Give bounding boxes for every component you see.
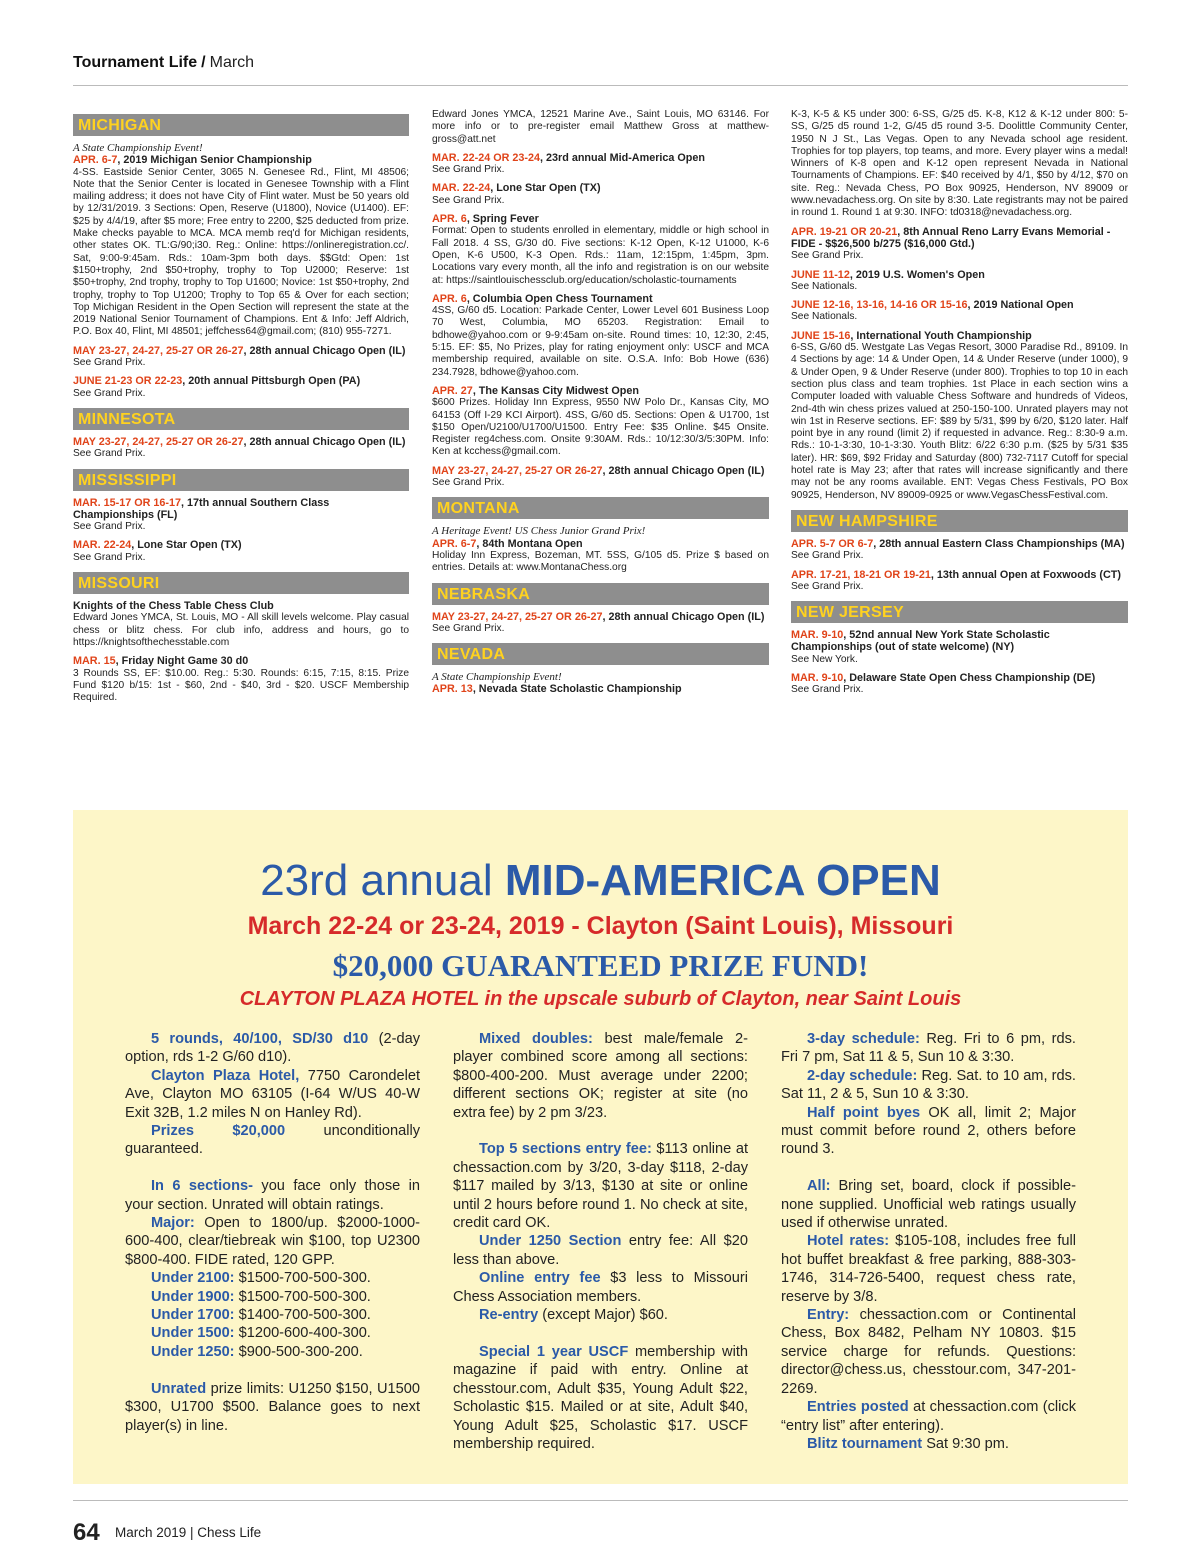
event-title xyxy=(791,269,1128,281)
ad-keyword: Under 2100: xyxy=(151,1270,235,1287)
paragraph-spacer xyxy=(453,1324,748,1342)
event-tag: A State Championship Event! xyxy=(432,671,562,684)
ad-keyword: Mixed doubles: xyxy=(479,1031,593,1047)
event-listing xyxy=(432,152,769,177)
state-heading: NEW JERSEY xyxy=(791,599,1128,623)
event-name: , Nevada State Scholastic Championship xyxy=(472,683,682,696)
event-title xyxy=(73,375,409,387)
ad-dates: March 22-24 or 23-24, 2019 - Clayton (Saint Louis), Missouri xyxy=(247,912,954,940)
state-heading: NEW HAMPSHIRE xyxy=(791,508,1128,532)
ad-keyword: Hotel rates: xyxy=(807,1233,890,1250)
event-date: JUNE 11-12 xyxy=(791,268,850,281)
ad-paragraph xyxy=(781,1067,1076,1104)
ad-keyword: Half point byes xyxy=(807,1104,921,1121)
ad-text: $1200-600-400-300. xyxy=(234,1325,371,1342)
ad-text: 7750 Carondelet Ave, Clayton MO 63105 (I-64 W/US 40-W Exit 32B, 1.2 miles N on Hanley Rd). xyxy=(125,1067,421,1121)
ad-paragraph xyxy=(125,1177,420,1214)
event-title xyxy=(73,655,409,667)
paragraph-spacer xyxy=(453,1122,748,1140)
event-name: , 28th annual Chicago Open (IL) xyxy=(602,464,765,477)
event-listing xyxy=(432,213,769,287)
ad-title: 23rd annual MID-AMERICA OPEN xyxy=(260,856,941,905)
ad-text: chessaction.com or Continental Chess, Box 8482, Pelham NY 10803. $15 service charge for refunds. Questions: director@chess.us, chesstour.com, 347-201-2269. xyxy=(781,1307,1076,1397)
page-footer xyxy=(73,1500,1128,1546)
ad-text: (except Major) $60. xyxy=(538,1307,668,1324)
event-title xyxy=(432,465,769,477)
event-title xyxy=(73,436,409,448)
ad-text: $3 less to Missouri Chess Association members. xyxy=(453,1270,748,1305)
event-name: , Lone Star Open (TX) xyxy=(490,182,601,195)
state-heading: MONTANA xyxy=(432,495,769,519)
event-name: , 28th annual Eastern Class Championships (MA) xyxy=(873,537,1125,550)
event-name: , 28th annual Chicago Open (IL) xyxy=(602,610,765,623)
ad-keyword: All: xyxy=(807,1178,831,1195)
event-listing xyxy=(73,655,409,704)
ad-text: $1500-700-500-300. xyxy=(234,1270,371,1287)
ad-text: Sat 9:30 pm. xyxy=(922,1435,1009,1452)
ad-paragraph xyxy=(125,1269,420,1287)
mid-america-open-ad xyxy=(73,810,1128,1484)
event-listing xyxy=(791,299,1128,324)
ad-text: $1400-700-500-300. xyxy=(234,1307,371,1324)
event-title xyxy=(432,182,769,194)
ad-paragraph xyxy=(453,1140,748,1232)
event-reference: See Grand Prix. xyxy=(791,250,864,262)
event-listing xyxy=(791,672,1128,697)
ad-paragraph xyxy=(781,1177,1076,1232)
event-date: APR. 17-21, 18-21 OR 19-21 xyxy=(791,568,931,581)
ad-paragraph xyxy=(453,1343,748,1453)
ad-paragraph xyxy=(453,1232,748,1269)
event-reference: See Nationals. xyxy=(791,280,858,292)
event-date: JUNE 15-16 xyxy=(791,329,851,342)
ad-keyword: Top 5 sections entry fee: xyxy=(479,1141,652,1158)
ad-paragraph xyxy=(125,1343,420,1361)
ad-keyword: Blitz tournament xyxy=(807,1435,923,1452)
paragraph-spacer xyxy=(125,1361,420,1379)
ad-keyword: Under 1250 Section xyxy=(479,1233,622,1250)
ad-keyword: Prizes $20,000 xyxy=(151,1123,286,1140)
event-listing xyxy=(791,629,1128,666)
event-name: , 28th annual Chicago Open (IL) xyxy=(243,344,406,357)
event-name: , 2019 U.S. Women's Open xyxy=(849,268,985,281)
event-details: 4-SS. Eastside Senior Center, 3065 N. Genesee Rd., Flint, MI 48506; Note that the Senior Center is located in Genesee Township with a Flint mailing address; it does not have City of Flint water. Must be 50 years old by 12/31/2019. 3 Sections: Open, Reserve (U1800), Novice (U1400). EF: $25 by 4/4/19, after $5 more; Free entry to 2200, $25 deducted from prize. Make checks payable to MCA. MCA memb req'd for Michigan residents, other states OK. TL:G/90;i30. Reg.: Online: https://onlineregistration.cc/. Sat, 9:00-9:45am. Rds.: 10am-3pm both days. $$Gtd: Open: 1st $150+trophy, 2nd $50+trophy, trophy to Top U2000; Reserve: 1st $50+trophy, 2nd trophy, trophy to Top U1600; Novice: 1st $50+trophy, 2nd trophy, trophy to Top U1200; Trophy to Top 65 & Over for each section; Top Michigan Resident in the Open Section will represent the state at the 2019 National Senior Tournament of Champions. Ent & Info: Jeff Aldrich, P.O. Box 40, Flint, MI 48501; jeffchess64@gmail.com; (810) 955-7271. xyxy=(73,166,409,338)
ad-text: $105-108, includes free full hot buffet breakfast & free parking, 888-303-1746, 314-726-5400, request chess rate, reserve by 3/8. xyxy=(781,1233,1076,1305)
ad-keyword: Clayton Plaza Hotel, xyxy=(151,1067,300,1084)
paragraph-spacer xyxy=(781,1159,1076,1177)
event-reference: See Grand Prix. xyxy=(73,387,146,399)
event-listing xyxy=(432,465,769,490)
event-reference: See Grand Prix. xyxy=(432,477,505,489)
header-slash: / xyxy=(201,54,206,71)
ad-paragraph xyxy=(781,1232,1076,1306)
event-date: MAY 23-27, 24-27, 25-27 OR 26-27 xyxy=(432,464,603,477)
event-title xyxy=(73,497,409,522)
event-title xyxy=(432,293,769,305)
ad-text: membership with magazine if paid with entry. Online at chesstour.com, Adult $35, Young Adult $22, Scholastic $15. Mailed or at site, Adult $40, Young Adult $25, Scholastic $17. USCF membership required. xyxy=(453,1343,748,1452)
state-heading: MICHIGAN xyxy=(73,112,409,136)
event-date: MAR. 22-24 xyxy=(432,182,491,195)
ad-text: $113 online at chessaction.com by 3/20, 3-day $118, 2-day $117 mailed by 3/13, $130 at site or online until 2 hours before round 1. No check at site, credit card OK. xyxy=(453,1141,749,1232)
event-name: , International Youth Championship xyxy=(850,329,1032,342)
event-listing xyxy=(791,330,1128,502)
ad-keyword: Online entry fee xyxy=(479,1270,601,1287)
event-title xyxy=(73,345,409,357)
event-name: , 13th annual Open at Foxwoods (CT) xyxy=(930,568,1121,581)
header-month: March xyxy=(209,54,255,71)
state-heading: NEBRASKA xyxy=(432,581,769,605)
event-name: , 8th Annual Reno Larry Evans Memorial - FIDE - $$26,500 b/275 ($16,000 Gtd.) xyxy=(791,225,1111,250)
event-title xyxy=(432,538,769,550)
event-date: APR. 6-7 xyxy=(432,537,477,550)
event-name: , 20th annual Pittsburgh Open (PA) xyxy=(182,375,361,388)
event-date: MAY 23-27, 24-27, 25-27 OR 26-27 xyxy=(73,435,244,448)
event-listing xyxy=(791,269,1128,294)
ad-keyword: Re-entry xyxy=(479,1307,539,1324)
event-title xyxy=(791,672,1128,684)
event-name: , Columbia Open Chess Tournament xyxy=(466,292,653,305)
event-title xyxy=(432,213,769,225)
event-reference: See Grand Prix. xyxy=(73,357,146,369)
ad-keyword: In 6 sections- xyxy=(151,1178,253,1195)
ad-paragraph xyxy=(453,1306,748,1324)
event-date: JUNE 21-23 OR 22-23 xyxy=(73,375,183,388)
event-reference: See Grand Prix. xyxy=(73,551,146,563)
ad-keyword: Under 1700: xyxy=(151,1307,235,1324)
ad-paragraph xyxy=(125,1324,420,1342)
event-tag: A Heritage Event! US Chess Junior Grand Prix! xyxy=(432,525,646,538)
ad-text: Open to 1800/up. $2000-1000-600-400, clear/tiebreak win $100, top U2300 $800-400. FIDE rated, 120 GPP. xyxy=(125,1215,420,1268)
event-date: APR. 6 xyxy=(432,213,467,226)
event-details: Format: Open to students enrolled in elementary, middle or high school in Fall 2018. 4 SS, G/30 d0. Five sections: K-12 Open, K-12 U1000, K-6 Open, K-6 U500, K-3 Open. Rds.: 11am, 12:15pm, 1:45pm, 3pm. Locations vary every month, all the info and registration is on our website at: https://saintlouischessclub.org/education/scholastic-tournaments xyxy=(432,225,769,286)
continued-listing: Edward Jones YMCA, 12521 Marine Ave., Saint Louis, MO 63146. For more info or to pre-register email Matthew Gross at matthew-gross@att.net xyxy=(432,109,769,145)
ad-keyword: Unrated xyxy=(151,1380,207,1397)
event-date: MAR. 22-24 xyxy=(73,539,132,552)
ad-text: $900-500-300-200. xyxy=(234,1343,363,1360)
event-title xyxy=(432,385,769,397)
event-title xyxy=(432,611,769,623)
event-name: , 52nd annual New York State Scholastic Championships (out of state welcome) (NY) xyxy=(791,629,1050,654)
event-title xyxy=(791,569,1128,581)
event-name: , 17th annual Southern Class Championships (FL) xyxy=(73,496,330,521)
ad-text: Bring set, board, clock if possible-none supplied. Unofficial web ratings usually used if otherwise unrated. xyxy=(781,1178,1076,1232)
event-title xyxy=(791,299,1128,311)
event-details: $600 Prizes. Holiday Inn Express, 9550 NW Polo Dr., Kansas City, MO 64153 (Off I-29 KCI Airport). 4SS, G/60 d5. Sections: Open & U1700, 1st $150 Open/U2100/U1700/U1500. Entry Fee: $35 Online. $45 Onsite. Register reg4chess.com. Onsite 9:30AM. Rds.: 10/12:30/3/5:30PM. Info: Ken at kcchess@gmail.com. xyxy=(432,397,769,458)
ad-hotel-line: CLAYTON PLAZA HOTEL in the upscale suburb of Clayton, near Saint Louis xyxy=(239,988,962,1010)
event-listing xyxy=(73,142,409,339)
event-date: MAR. 9-10 xyxy=(791,671,844,684)
column-3 xyxy=(791,109,1128,703)
ad-text: Reg. Sat. to 10 am, rds. Sat 11, 2 & 5, Sun 10 & 3:30. xyxy=(781,1067,1076,1103)
ad-column-3 xyxy=(781,1030,1076,1453)
event-reference: See Grand Prix. xyxy=(73,521,146,533)
event-name: , 28th annual Chicago Open (IL) xyxy=(243,435,406,448)
event-listing xyxy=(73,497,409,534)
event-reference: See Grand Prix. xyxy=(432,194,505,206)
ad-text: OK all, limit 2; Major must commit before round 2, others before round 3. xyxy=(781,1104,1076,1158)
event-reference: See Grand Prix. xyxy=(432,622,505,634)
state-heading: MISSISSIPPI xyxy=(73,467,409,491)
event-listing xyxy=(73,375,409,400)
page-header xyxy=(73,54,1128,86)
event-date: MAR. 15-17 OR 16-17 xyxy=(73,496,182,509)
event-title xyxy=(791,226,1128,251)
event-listing xyxy=(432,293,769,379)
event-details: 3 Rounds SS, EF: $10.00. Reg.: 5:30. Rounds: 6:15, 7:15, 8:15. Prize Fund $120 b/15: 1st - $60, 2nd - $40, 3rd - $20. USCF Membership Required. xyxy=(73,667,409,704)
ad-paragraph xyxy=(453,1269,748,1306)
event-date: MAR. 22-24 OR 23-24 xyxy=(432,151,541,164)
ad-text: unconditionally guaranteed. xyxy=(125,1123,421,1158)
event-date: MAR. 15 xyxy=(73,655,116,668)
ad-paragraph xyxy=(781,1435,1076,1453)
page-number: 64 xyxy=(73,1519,100,1546)
state-heading: MINNESOTA xyxy=(73,406,409,430)
ad-keyword: Under 1900: xyxy=(151,1288,235,1305)
event-details: Edward Jones YMCA, St. Louis, MO - All skill levels welcome. Play casual chess or blitz chess. For club info, address and hours, go to https://knightsofthechesstable.com xyxy=(73,612,409,648)
event-title xyxy=(432,683,769,695)
ad-column-2 xyxy=(453,1030,748,1453)
event-tag: A State Championship Event! xyxy=(73,142,203,154)
event-title xyxy=(73,154,409,166)
event-title xyxy=(432,152,769,164)
event-listing xyxy=(791,569,1128,594)
ad-keyword: Entry: xyxy=(807,1307,850,1324)
event-details: 4SS, G/60 d5. Location: Parkade Center, Lower Level 601 Business Loop 70 West, Columbia, MO 65203. Registration: Email to bdhowe@yahoo.com or 9-9:45am on-site. Round times: 10, 12:30, 2:45, 5:15. EF: $5, No Prizes, play for rating enjoyment only: USCF and MCA membership required, available on site. O.S.A. Info: Bob Howe (636) 234.7928, bdhowe@yahoo.com. xyxy=(432,305,769,378)
ad-text: Reg. Fri to 6 pm, rds. Fri 7 pm, Sat 11 & 5, Sun 10 & 3:30. xyxy=(781,1031,1076,1066)
ad-keyword: 2-day schedule: xyxy=(807,1067,918,1084)
event-date: MAR. 9-10 xyxy=(791,629,844,642)
ad-keyword: Under 1250: xyxy=(151,1343,235,1360)
event-details: Holiday Inn Express, Bozeman, MT. 5SS, G/105 d5. Prize $ based on entries. Details at: www.MontanaChess.org xyxy=(432,549,769,574)
ad-paragraph xyxy=(125,1122,420,1159)
event-listing xyxy=(432,671,769,696)
event-listing xyxy=(432,182,769,207)
event-date: APR. 13 xyxy=(432,683,473,696)
section-title: Tournament Life xyxy=(73,54,198,71)
event-name: , 2019 National Open xyxy=(967,299,1074,312)
event-listing xyxy=(432,385,769,459)
event-date: JUNE 12-16, 13-16, 14-16 OR 15-16 xyxy=(791,299,968,312)
ad-keyword: 5 rounds, 40/100, SD/30 d10 xyxy=(151,1031,369,1047)
event-listing xyxy=(73,539,409,564)
column-2 xyxy=(432,109,769,702)
event-name: , Lone Star Open (TX) xyxy=(131,539,242,552)
ad-keyword: 3-day schedule: xyxy=(807,1031,920,1047)
event-reference: See Grand Prix. xyxy=(73,448,146,460)
event-listing xyxy=(791,538,1128,563)
event-date: MAY 23-27, 24-27, 25-27 OR 26-27 xyxy=(432,610,603,623)
ad-text: entry fee: All $20 less than above. xyxy=(453,1233,748,1268)
ad-text: you face only those in your section. Unrated will obtain ratings. xyxy=(125,1178,420,1213)
event-name: , Spring Fever xyxy=(466,213,539,226)
event-date: APR. 19-21 OR 20-21 xyxy=(791,225,898,238)
event-title xyxy=(791,538,1128,550)
ad-paragraph xyxy=(781,1104,1076,1159)
event-date: APR. 6-7 xyxy=(73,154,118,167)
ad-text: best male/female 2-player combined score among all sections: $800-400-200. Must average under 2200; different sections OK; register at site (no extra fee) by 2 pm 3/23. xyxy=(453,1031,748,1121)
ad-paragraph xyxy=(781,1030,1076,1067)
ad-prize-fund: $20,000 GUARANTEED PRIZE FUND! xyxy=(332,948,869,983)
ad-text: $1500-700-500-300. xyxy=(234,1288,371,1305)
event-date: APR. 5-7 OR 6-7 xyxy=(791,537,874,550)
event-name: , 84th Montana Open xyxy=(476,537,583,550)
ad-column-1 xyxy=(125,1030,420,1435)
ad-paragraph xyxy=(125,1288,420,1306)
event-reference: See Grand Prix. xyxy=(432,164,505,176)
event-reference: See Nationals. xyxy=(791,311,858,323)
event-details: 6-SS, G/60 d5. Westgate Las Vegas Resort, 3000 Paradise Rd., 89109. In 4 Sections by age: 14 & Under Open, 14 & Under Reserve (under 1000), 9 & Under Open, 9 & Under Reserve (under 800). Trophies to top 10 in each section plus class and team trophies. 1st Place in each section wins a Computer loaded with valuable Chess Software and hundreds of Videos, 2nd-4th win chess prizes valued at 250-150-100. Unrated players may not win 1st in Reserve sections. EF: $89 by 5/31, $99 by 6/20, $120 later. Half point bye in any round (limit 2) if requested in advance. Reg.: 8:30-9 a.m. Rds.: 10-1-3:30, 10-1-3:30. Youth Blitz: 6/22 6:30 p.m. ($25 by 5/31 $35 later). HR: $69, $92 Friday and Saturday (800) 732-7117 Cutoff for special hotel rate is May 23; after that rates will increase significantly and there may not be any rooms available. ENT: Vegas Chess Festivals, PO Box 90925, Henderson, NV 89009-0925 or www.VegasChessFestival.com. xyxy=(791,342,1128,501)
event-date: APR. 27 xyxy=(432,384,473,397)
ad-text: at chessaction.com (click “entry list” after entering). xyxy=(781,1399,1076,1434)
event-date: MAY 23-27, 24-27, 25-27 OR 26-27 xyxy=(73,344,244,357)
event-name: , Delaware State Open Chess Championship (DE) xyxy=(843,671,1096,684)
event-name: , 23rd annual Mid-America Open xyxy=(540,151,706,164)
ad-paragraph xyxy=(453,1030,748,1122)
event-reference: See New York. xyxy=(791,653,858,665)
ad-paragraph xyxy=(125,1067,420,1122)
ad-keyword: Entries posted xyxy=(807,1399,909,1416)
event-reference: See Grand Prix. xyxy=(791,684,864,696)
ad-paragraph xyxy=(125,1214,420,1269)
event-name: Knights of the Chess Table Chess Club xyxy=(73,600,274,613)
event-name: , The Kansas City Midwest Open xyxy=(472,384,639,397)
ad-paragraph xyxy=(125,1030,420,1067)
ad-keyword: Major: xyxy=(151,1215,195,1232)
ad-paragraph xyxy=(125,1380,420,1435)
event-title xyxy=(73,539,409,551)
footer-info: March 2019 | Chess Life xyxy=(115,1525,262,1540)
event-listing xyxy=(73,345,409,370)
event-title xyxy=(791,330,1128,342)
event-reference: See Grand Prix. xyxy=(791,580,864,592)
ad-text: (2-day option, rds 1-2 G/60 d10). xyxy=(125,1031,420,1066)
column-1 xyxy=(73,106,409,710)
event-name: , 2019 Michigan Senior Championship xyxy=(117,154,312,167)
event-title xyxy=(73,600,409,612)
event-name: , Friday Night Game 30 d0 xyxy=(115,655,249,668)
event-listing xyxy=(432,525,769,574)
ad-text: prize limits: U1250 $150, U1500 $300, U1700 $500. Balance goes to next player(s) in line. xyxy=(125,1380,420,1434)
continued-listing: K-3, K-5 & K5 under 300: 6-SS, G/25 d5. K-8, K12 & K-12 under 800: 5-SS, G/25 d5 round 1-2, G/45 d5 round 3-5. Doolittle Community Center, 1950 N J St., Las Vegas. Open to any Nevada school age resident. Trophies for top players, top teams, and more. Every player wins a medal! Winners of K-8 open and K-12 open represent Nevada in National Tournaments of Champions. EF: $40 received by 4/1, $50 by 4/12, $70 on site. Reg.: Nevada Chess, PO Box 90925, Henderson, NV 89009 or www.nevadachess.org. On site by 8:30. Late registrants may not be paired in round 1. Round 1 at 9:30. INFO: td0318@nevadachess.org. xyxy=(791,109,1128,219)
event-date: APR. 6 xyxy=(432,292,467,305)
state-heading: NEVADA xyxy=(432,641,769,665)
event-listing xyxy=(791,226,1128,263)
event-title xyxy=(791,629,1128,654)
event-listing xyxy=(73,600,409,649)
event-reference: See Grand Prix. xyxy=(791,550,864,562)
ad-paragraph xyxy=(781,1398,1076,1435)
ad-keyword: Special 1 year USCF xyxy=(479,1343,629,1360)
paragraph-spacer xyxy=(125,1159,420,1177)
ad-keyword: Under 1500: xyxy=(151,1325,235,1342)
ad-paragraph xyxy=(781,1306,1076,1398)
event-listing xyxy=(73,436,409,461)
state-heading: MISSOURI xyxy=(73,570,409,594)
ad-paragraph xyxy=(125,1306,420,1324)
event-listing xyxy=(432,611,769,636)
